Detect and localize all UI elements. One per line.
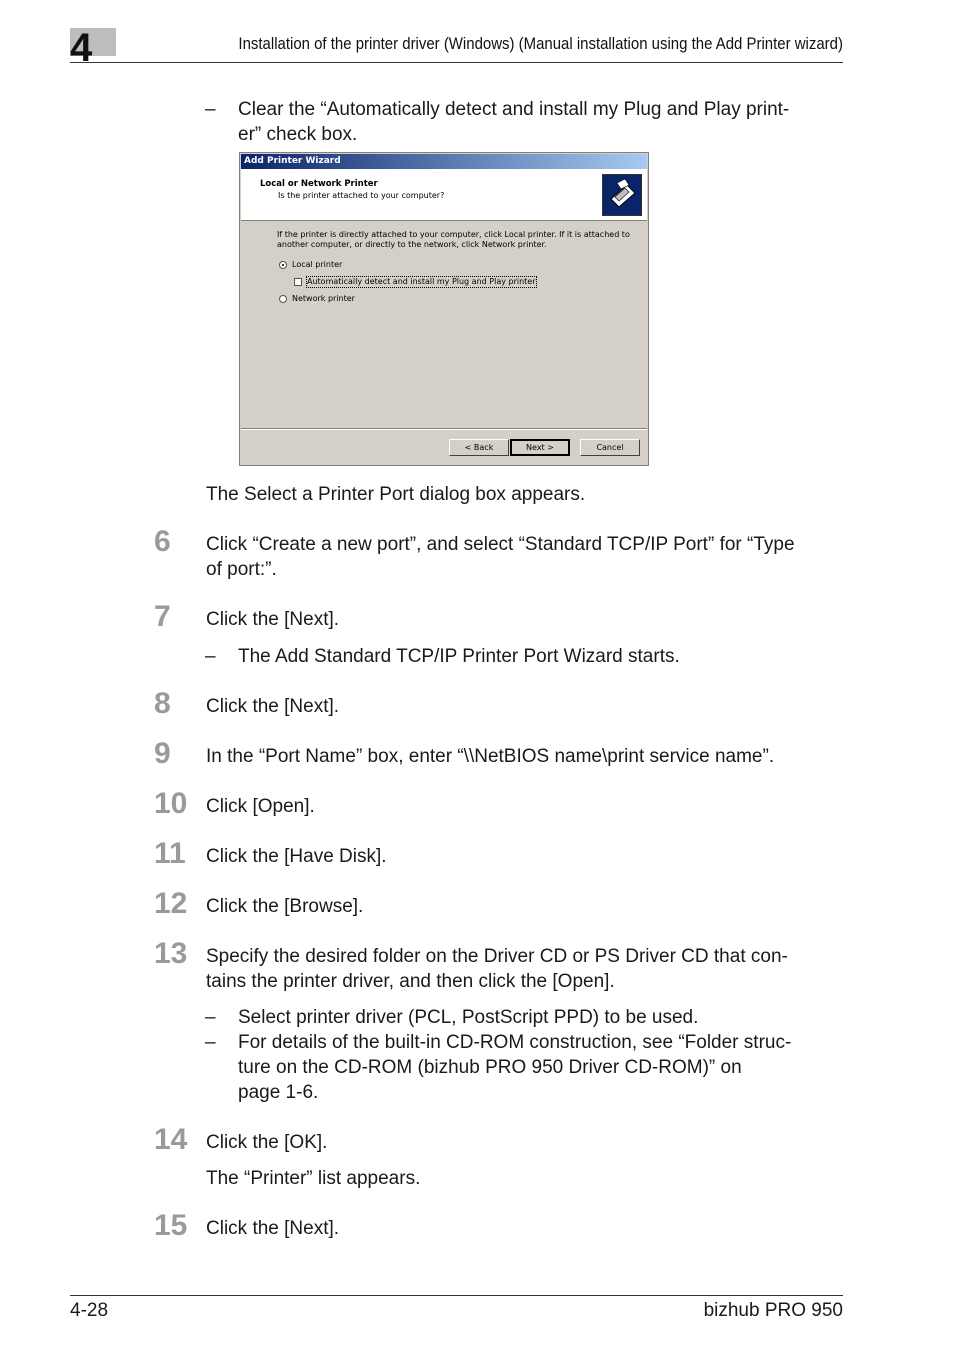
network-printer-label: Network printer	[292, 294, 355, 303]
step-number: 13	[154, 937, 188, 970]
network-printer-radio[interactable]	[279, 295, 287, 303]
step-number: 14	[154, 1123, 188, 1156]
step-number: 8	[154, 687, 171, 720]
step-number: 6	[154, 525, 171, 558]
step-result-text: The “Printer” list appears.	[206, 1168, 421, 1189]
bullet-dash: –	[205, 99, 216, 120]
dialog-header	[241, 169, 647, 221]
step-number: 10	[154, 787, 188, 820]
dialog-heading: Local or Network Printer	[260, 179, 378, 189]
dialog-instructions	[277, 230, 637, 250]
step-text: Click the [Next].	[206, 609, 340, 630]
dialog-titlebar	[241, 154, 647, 169]
bullet-dash: –	[205, 646, 216, 667]
step-text: Click the [OK].	[206, 1132, 328, 1153]
sub-bullet-line: ture on the CD-ROM (bizhub PRO 950 Driver CD-ROM)” on	[238, 1057, 742, 1078]
bullet-dash: –	[205, 1007, 216, 1028]
header-rule	[70, 62, 843, 63]
footer-rule	[70, 1295, 843, 1296]
cancel-button[interactable]: Cancel	[580, 439, 640, 456]
step-line: of port:”.	[206, 559, 277, 580]
dialog-title: Add Printer Wizard	[244, 156, 341, 166]
step-text	[206, 944, 846, 994]
step-line: Specify the desired folder on the Driver CD or PS Driver CD that con-	[206, 946, 788, 967]
intro-bullet-line: Clear the “Automatically detect and install my Plug and Play print-	[238, 99, 790, 120]
auto-detect-checkbox[interactable]	[294, 278, 302, 286]
step-text: Click the [Browse].	[206, 896, 364, 917]
intro-bullet-line: er” check box.	[238, 124, 358, 145]
instruction-line: another computer, or directly to the network, click Network printer.	[277, 240, 547, 249]
step-line: Click “Create a new port”, and select “Standard TCP/IP Port” for “Type	[206, 534, 795, 555]
step-text: Click the [Have Disk].	[206, 846, 387, 867]
auto-detect-label: Automatically detect and install my Plug and Play printer	[307, 277, 536, 286]
page-number: 4-28	[70, 1300, 109, 1321]
chapter-number: 4	[70, 26, 93, 70]
step-line: tains the printer driver, and then click the [Open].	[206, 971, 615, 992]
sub-bullet-line: For details of the built-in CD-ROM construction, see “Folder struc-	[238, 1032, 792, 1053]
next-button[interactable]: Next >	[510, 439, 570, 456]
product-name: bizhub PRO 950	[703, 1300, 843, 1321]
step-text: Click the [Next].	[206, 696, 340, 717]
step-number: 7	[154, 600, 171, 633]
step-number: 11	[154, 837, 186, 870]
step-text: Click the [Next].	[206, 1218, 340, 1239]
bullet-dash: –	[205, 1032, 216, 1053]
local-printer-radio[interactable]	[279, 261, 287, 269]
step-text	[206, 532, 846, 582]
printer-icon	[602, 174, 642, 216]
sub-bullet-line: page 1-6.	[238, 1082, 319, 1103]
back-button[interactable]: < Back	[449, 439, 509, 456]
dialog-subheading: Is the printer attached to your computer?	[278, 191, 445, 200]
local-printer-label: Local printer	[292, 260, 343, 269]
running-header: Installation of the printer driver (Windows) (Manual installation using the Add Printer wizard)	[238, 34, 843, 53]
step-number: 15	[154, 1209, 188, 1242]
step-text: In the “Port Name” box, enter “\\NetBIOS name\print service name”.	[206, 746, 775, 767]
step-number: 9	[154, 737, 171, 770]
step-text: Click [Open].	[206, 796, 315, 817]
step-number: 12	[154, 887, 188, 920]
dialog-separator	[241, 428, 647, 430]
add-printer-wizard-dialog	[239, 152, 649, 466]
dialog-result-text: The Select a Printer Port dialog box appears.	[206, 484, 586, 505]
sub-bullet-text: The Add Standard TCP/IP Printer Port Wizard starts.	[238, 646, 680, 667]
instruction-line: If the printer is directly attached to your computer, click Local printer. If it is attached to	[277, 230, 630, 239]
sub-bullet-text: Select printer driver (PCL, PostScript PPD) to be used.	[238, 1007, 699, 1028]
